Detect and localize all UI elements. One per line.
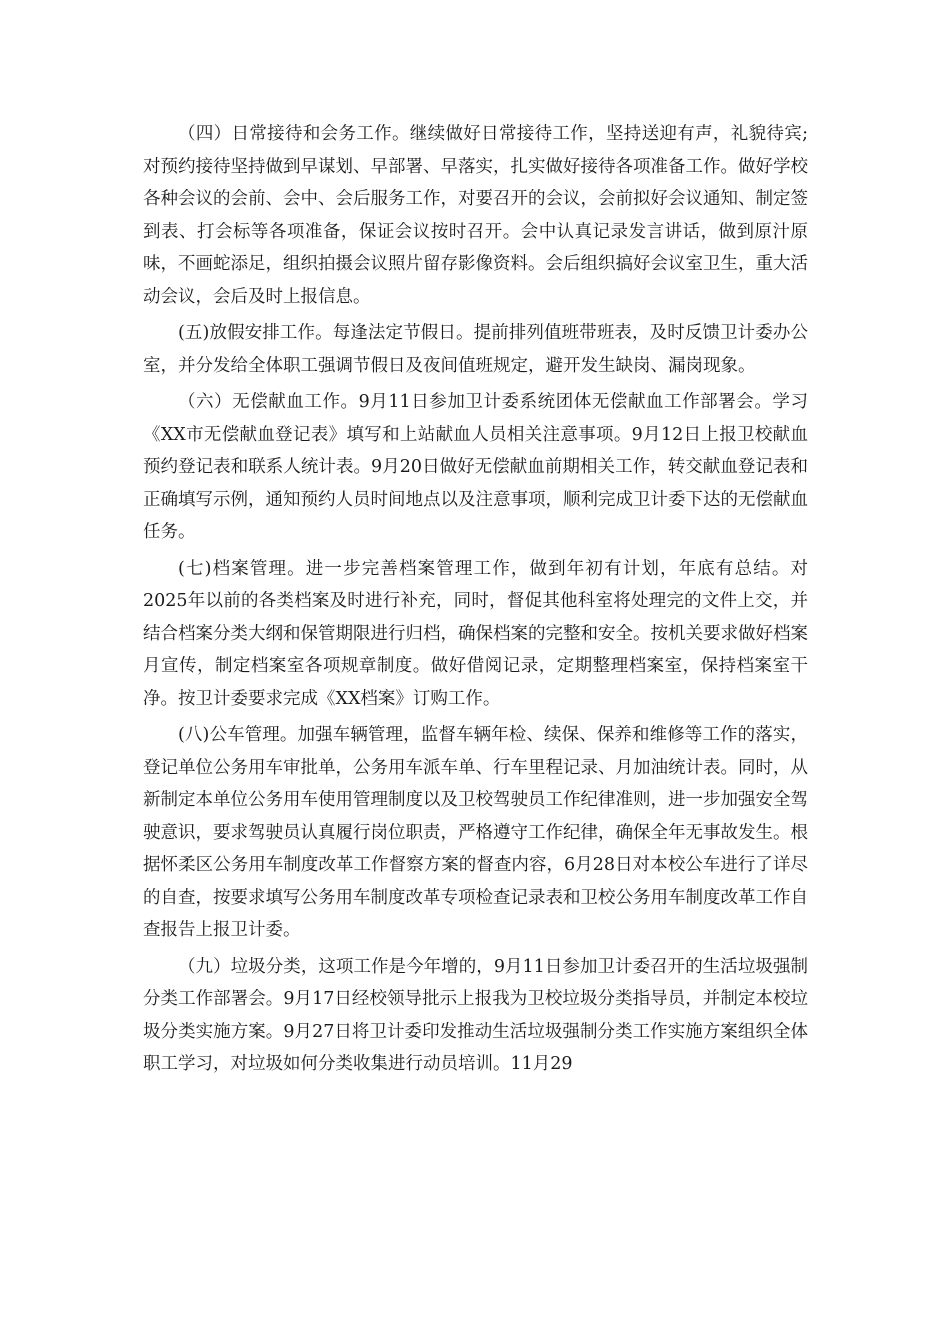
paragraph-reception: （四）日常接待和会务工作。继续做好日常接待工作，坚持送迎有声，礼貌待宾;对预约接待坚持做到早谋划、早部署、早落实，扎实做好接待各项准备工作。做好学校各种会议的会前、会中、会后服务工作，对要召开的会议，会前拟好会议通知、制定签到表、打会标等各项准备，保证会议按时召开。会中认真记录发言讲话，做到原汁原味，不画蛇添足，组织拍摄会议照片留存影像资料。会后组织搞好会议室卫生，重大活动会议，会后及时上报信息。 bbox=[143, 124, 808, 307]
paragraph-holiday: (五)放假安排工作。每逢法定节假日。提前排列值班带班表，及时反馈卫计委办公室，并分发给全体职工强调节假日及夜间值班规定，避开发生缺岗、漏岗现象。 bbox=[143, 323, 808, 376]
paragraph-vehicles: (八)公车管理。加强车辆管理，监督车辆年检、续保、保养和维修等工作的落实，登记单位公务用车审批单，公务用车派车单、行车里程记录、月加油统计表。同时，从新制定本单位公务用车使用管理制度以及卫校驾驶员工作纪律准则，进一步加强安全驾驶意识，要求驾驶员认真履行岗位职责，严格遵守工作纪律，确保全年无事故发生。根据怀柔区公务用车制度改革工作督察方案的督查内容，6月28日对本校公车进行了详尽的自查，按要求填写公务用车制度改革专项检查记录表和卫校公务用车制度改革工作自查报告上报卫计委。 bbox=[143, 725, 808, 940]
document-page bbox=[143, 118, 808, 1085]
paragraph-garbage-sorting: （九）垃圾分类，这项工作是今年增的，9月11日参加卫计委召开的生活垃圾强制分类工作部署会。9月17日经校领导批示上报我为卫校垃圾分类指导员，并制定本校垃圾分类实施方案。9月27日将卫计委印发推动生活垃圾强制分类工作实施方案组织全体职工学习，对垃圾如何分类收集进行动员培训。11月29 bbox=[143, 956, 808, 1074]
paragraph-archives: (七)档案管理。进一步完善档案管理工作，做到年初有计划，年底有总结。对2025年以前的各类档案及时进行补充，同时，督促其他科室将处理完的文件上交，并结合档案分类大纲和保管期限进行归档，确保档案的完整和安全。按机关要求做好档案月宣传，制定档案室各项规章制度。做好借阅记录，定期整理档案室，保持档案室干净。按卫计委要求完成《XX档案》订购工作。 bbox=[143, 558, 808, 709]
paragraph-blood-donation: （六）无偿献血工作。9月11日参加卫计委系统团体无偿献血工作部署会。学习《XX市无偿献血登记表》填写和上站献血人员相关注意事项。9月12日上报卫校献血预约登记表和联系人统计表。9月20日做好无偿献血前期相关工作，转交献血登记表和正确填写示例，通知预约人员时间地点以及注意事项，顺利完成卫计委下达的无偿献血任务。 bbox=[143, 392, 808, 542]
